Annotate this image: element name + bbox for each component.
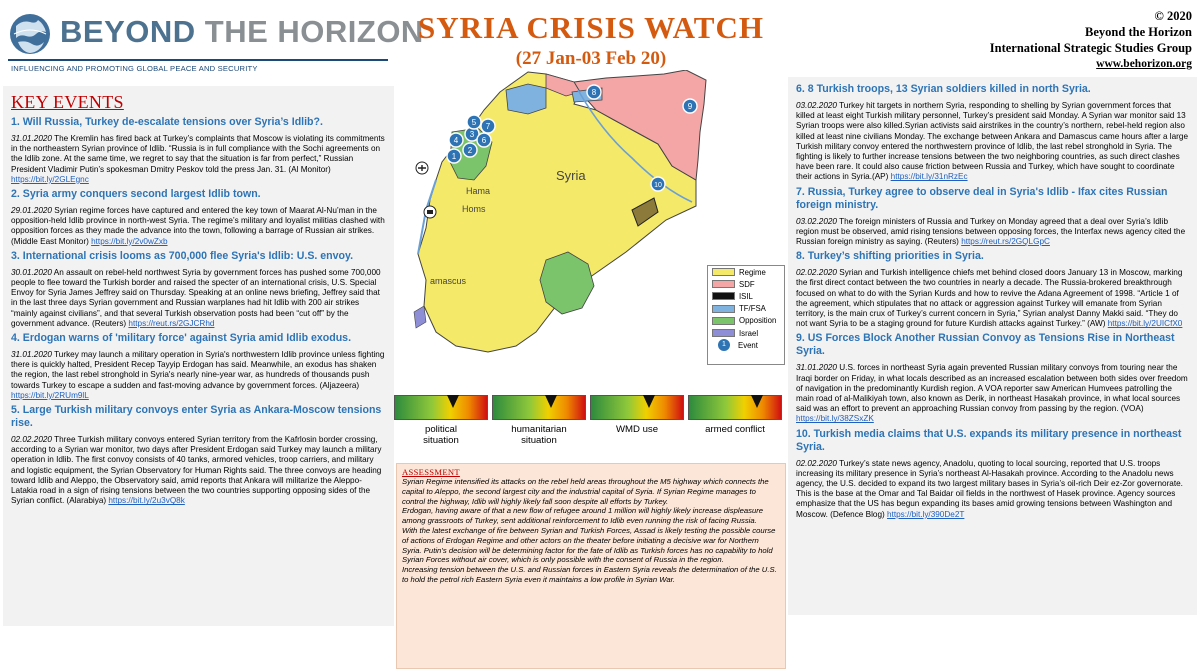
israel-area xyxy=(414,306,426,328)
event-marker-6 xyxy=(477,133,491,147)
legend-row-regime: Regime xyxy=(708,266,784,278)
svg-text:5: 5 xyxy=(471,118,477,127)
right-events-column xyxy=(788,77,1197,615)
copyright-block xyxy=(990,8,1192,72)
event-text: Syrian regime forces have captured and entered the key town of Maarat Al-Nu’man in the opposition-held Idlib province in north-west Syria. The regime’s military and loyalist militias clashed with opposition forces as they made the advance into the town, following a barrage of Russian air strikes. (Middle East Monitor) xyxy=(11,206,385,246)
event-date: 02.02.2020 xyxy=(11,435,52,445)
gauge-armed-conflict xyxy=(688,390,782,452)
legend-swatch-regime xyxy=(712,268,735,276)
event-text: Three Turkish military convoys entered Syrian territory from the Kafrlosin border crossing, according to a Syrian war monitor, two days after President Erdogan said Turkey may launch a military operation in Idlib. The first convoy consists of 40 tanks, armored vehicles, troop carriers, and military and logistic equipment, the Syrian Observatory for Human Rights said. The three convoys are heading toward Idlib and Aleppo, the Observatory said, amid reports that Ankara will militarize the Aleppo-Latakia road in a sign of rising tensions between the two countries supporting opposing sides of the Syrian conflict. (Alarabiya) xyxy=(11,435,382,506)
website-link[interactable]: www.behorizon.org xyxy=(1096,58,1192,70)
event-date: 30.01.2020 xyxy=(11,267,52,277)
event-source-link[interactable]: https://bit.ly/2UICfX0 xyxy=(1107,319,1183,329)
logo-rule xyxy=(8,59,388,61)
event-date: 03.02.2020 xyxy=(796,216,837,226)
svg-text:9: 9 xyxy=(687,102,693,111)
event-title: 7. Russia, Turkey agree to observe deal in Syria's Idlib - Ifax cites Russian foreign ministry. xyxy=(796,185,1168,211)
legend-row-opposition: Opposition xyxy=(708,315,784,327)
legend-row-event: 1 Event xyxy=(708,339,784,351)
event-source-link[interactable]: https://bit.ly/2RUm9lL xyxy=(11,390,89,400)
gauge-marker xyxy=(751,395,763,408)
org-subtitle: International Strategic Studies Group xyxy=(989,41,1192,55)
event-date: 02.02.2020 xyxy=(796,268,837,278)
legend-row-isil: ISIL xyxy=(708,290,784,302)
city-label-homs: Homs xyxy=(462,204,486,214)
event-title: 4. Erdogan warns of 'military force' against Syria amid Idlib exodus. xyxy=(11,332,352,345)
event-marker-legend-icon: 1 xyxy=(718,339,730,351)
legend-swatch-isil xyxy=(712,292,735,300)
event-body xyxy=(796,459,1189,520)
left-events-list xyxy=(11,116,386,506)
event-marker-4 xyxy=(449,133,463,147)
event-title: 10. Turkish media claims that U.S. expands its military presence in northeast Syria. xyxy=(796,427,1182,453)
svg-text:2: 2 xyxy=(467,146,473,155)
assessment-paragraph: Increasing tension between the U.S. and Russian forces in Eastern Syria reveals the determination of the U.S. to hold the petrol rich Eastern Syria even it maintains a low profile in Syrian War. xyxy=(402,565,777,584)
event-text: Syrian and Turkish intelligence chiefs met behind closed doors January 13 in Moscow, marking the first direct contact between the two countries in nearly a decade. The Russia-brokered breakthrough focused on what to do with the Syrian Kurds and how to revive the Adana Agreement of 1998. “Article 1 of the agreement, which stipulates that no attack or aggression against Turkey will emanate from Syrian territory, is the main crux of Turkey’s current concern in Syria,” Syrian analyst Danny Makki said. “They do not want Syria to be a staging ground for future Kurdish attacks against Turkey.” (AW) xyxy=(796,268,1183,329)
event-item xyxy=(11,332,386,401)
event-title: 3. International crisis looms as 700,000 flee Syria's Idlib: U.S. envoy. xyxy=(11,249,354,262)
event-item xyxy=(796,250,1189,329)
country-label-syria: Syria xyxy=(556,168,586,183)
event-item xyxy=(796,332,1189,424)
event-title: 1. Will Russia, Turkey de-escalate tensions over Syria’s Idlib?. xyxy=(11,116,323,128)
svg-text:6: 6 xyxy=(481,136,487,145)
event-item xyxy=(11,116,386,185)
assessment-heading: ASSESSMENT xyxy=(402,467,460,477)
event-text: Turkey’s state news agency, Anadolu, quoting to local sourcing, reported that U.S. troops increasing its military presence in Syria’s northeast Al-Hasakah province. According to the Anadolu news agency, the U.S. decided to expand its two largest military bases in Syria’s oil-rich Deir ez-Zor governorate. This is the base at the Omar and Tal Baidar oil fields in the northwest of Hasek province. Agency sources emphasize that the US has begun expanding its bases amid growing tensions between Washington and Moscow. (Defence Blog) xyxy=(796,458,1183,519)
event-item xyxy=(11,404,386,506)
svg-text:7: 7 xyxy=(485,122,491,131)
svg-text:4: 4 xyxy=(453,136,459,145)
event-source-link[interactable]: https://bit.ly/2v0wZxb xyxy=(91,236,168,246)
legend-swatch-israel xyxy=(712,329,735,337)
assessment-paragraph: With the latest exchange of fire between Syrian and Turkish Forces, Assad is likely testing the possible course of actions of Erdogan Regime and other actors on the theater before initiating a decisive war for Northern Syria. Putin’s decision will be determining factor for the fate of Idlib as Turkish forces has no capability to hold Syrian Forces without air cover, which is only possible with the consent of Russia in the region. xyxy=(402,525,776,565)
svg-text:8: 8 xyxy=(591,88,597,97)
event-date: 31.01.2020 xyxy=(11,350,52,360)
event-text: The foreign ministers of Russia and Turkey on Monday agreed that a deal over Syria’s Idlib region must be observed, amid rising tensions between opposing forces, the Interfax news agency cited the Russian foreign ministry as saying. (Reuters) xyxy=(796,216,1186,247)
tagline: INFLUENCING AND PROMOTING GLOBAL PEACE AND SECURITY xyxy=(11,64,258,73)
left-events-column xyxy=(3,86,394,626)
event-text: Turkey hit targets in northern Syria, responding to shelling by Syrian government forces that killed at least eight Turkish military personnel, Turkey’s president said Monday. A Syrian war monitor said 13 Syrian troops were also killed.Syrian activists said airstrikes in the country’s northern, rebel-held region also killed at least nine civilians Monday. The exchange between Ankara and Damascus came hours after a large Turkish military convoy entered the northwestern province of Idlib, the last rebel stronghold in Syria. The fighting is likely to further increase tensions between the two neighboring countries, as such direct clashes have been rare. It could also cause friction between Russia and Turkey, which have sought to coordinate their actions in Syria.(AP) xyxy=(796,101,1189,182)
event-item xyxy=(11,250,386,329)
event-marker-7 xyxy=(481,119,495,133)
legend-row-sdf: SDF xyxy=(708,278,784,290)
event-body xyxy=(796,363,1189,424)
event-marker-10 xyxy=(651,177,665,191)
logo xyxy=(8,10,424,80)
gauge-marker xyxy=(643,395,655,408)
gauge-bar xyxy=(590,395,684,420)
page-title: SYRIA CRISIS WATCH xyxy=(418,10,764,45)
event-source-link[interactable]: https://bit.ly/31nRzEc xyxy=(890,172,968,182)
event-source-link[interactable]: https://bit.ly/2GLEgnc xyxy=(11,174,89,184)
event-body xyxy=(796,217,1189,248)
event-source-link[interactable]: https://bit.ly/38ZSxZK xyxy=(796,414,874,424)
brand-name: BEYOND THE HORIZON xyxy=(60,14,424,49)
event-item xyxy=(11,188,386,247)
event-item xyxy=(796,186,1189,248)
gauge-marker xyxy=(447,395,459,408)
gauge-humanitarian xyxy=(492,390,586,452)
event-marker-9 xyxy=(683,99,697,113)
right-events-list xyxy=(796,83,1189,520)
event-body xyxy=(11,268,386,329)
event-item xyxy=(796,83,1189,183)
event-text: The Kremlin has fired back at Turkey’s complaints that Moscow is violating its commitments in the northeastern Syrian province of Idlib. “Russia is in full compliance with the Sochi agreements on the Idlib zone. At the same time, we regret to say that the situation is far from perfect,” Russian President Vladimir Putin’s spokesman Dmitry Peskov told the press Jan. 31. (Al Monitor) xyxy=(11,134,385,174)
event-item xyxy=(796,428,1189,520)
event-date: 31.01.2020 xyxy=(796,363,837,373)
gauge-marker xyxy=(545,395,557,408)
gauge-label: WMD use xyxy=(615,424,659,435)
event-source-link[interactable]: https://reut.rs/2GQLGpC xyxy=(961,237,1050,247)
page-title-block xyxy=(396,10,786,70)
svg-text:10: 10 xyxy=(654,182,662,189)
legend-swatch-sdf xyxy=(712,280,735,288)
event-body xyxy=(11,206,386,247)
event-date: 03.02.2020 xyxy=(796,101,837,110)
org-name: Beyond the Horizon xyxy=(1085,25,1192,39)
event-date: 02.02.2020 xyxy=(796,458,837,468)
event-marker-1 xyxy=(447,149,461,163)
gauge-label: political situation xyxy=(423,424,459,446)
risk-gauges xyxy=(394,390,784,452)
tf-fsa-area xyxy=(506,84,546,114)
event-source-link[interactable]: https://bit.ly/390De2T xyxy=(887,509,965,519)
globe-logo-icon xyxy=(8,12,52,56)
event-text: U.S. forces in northeast Syria again prevented Russian military convoys from touring near the Iraqi border on Friday, in what locals described as an increased escalation between both sides over freedom of navigation in the predominantly Kurdish region. A VOA reporter saw American Humvees patrolling the main road of al-Malikiyah town, also known as Derik, in northeast Hasakah province, in what local sources said was an effort to prevent an approaching Russian convoy from passing by the region. (VOA) xyxy=(796,363,1188,414)
gauge-label: humanitarian situation xyxy=(511,424,567,446)
event-marker-2 xyxy=(463,143,477,157)
event-text: Turkey may launch a military operation in Syria's northwestern Idlib province unless fighting there is quickly halted, President Recep Tayyip Erdogan has said. Meanwhile, an exodus has shaken the region, the last rebel stronghold in Syria's nearly nine-year war, as hundreds of thousands push towards Turkey to escape a sudden and fast-moving advance by government forces. (Aljazeera) xyxy=(11,350,385,390)
gauge-political xyxy=(394,390,488,452)
event-title: 8. Turkey’s shifting priorities in Syria. xyxy=(796,250,984,263)
legend-swatch-opposition xyxy=(712,317,735,325)
copyright-text: © 2020 xyxy=(1154,9,1192,23)
event-marker-8 xyxy=(587,85,601,99)
gauge-bar xyxy=(394,395,488,420)
airbase-icon xyxy=(416,162,428,174)
event-body xyxy=(11,350,386,401)
city-label-hama: Hama xyxy=(466,186,491,196)
event-title: 9. US Forces Block Another Russian Convoy as Tensions Rise in Northeast Syria. xyxy=(796,332,1175,358)
date-range: (27 Jan-03 Feb 20) xyxy=(515,48,667,69)
legend-row-tf-fsa: TF/FSA xyxy=(708,303,784,315)
map-legend xyxy=(707,265,785,365)
key-events-title: KEY EVENTS xyxy=(11,92,124,112)
gauge-bar xyxy=(688,395,782,420)
event-source-link[interactable]: https://bit.ly/2u3vQ8k xyxy=(108,496,185,506)
gauge-bar xyxy=(492,395,586,420)
assessment-paragraph: Erdogan, having aware of that a new flow of refugee around 1 million will highly likely increase displeasure among grassroots of Turkey, sent additional reinforcement to Idlib even running the risk of facing Russia. xyxy=(402,506,764,526)
event-title: 5. Large Turkish military convoys enter Syria as Ankara-Moscow tensions rise. xyxy=(11,404,382,430)
base-icon xyxy=(424,206,436,218)
event-title: 6. 8 Turkish troops, 13 Syrian soldiers killed in north Syria. xyxy=(796,83,1091,95)
legend-row-israel: Israel xyxy=(708,327,784,339)
event-date: 31.01.2020 xyxy=(11,134,52,143)
event-text: An assault on rebel-held northwest Syria by government forces has pushed some 700,000 people to flee toward the Turkish border and raised the specter of an international crisis, U.S. Special Envoy for Syria James Jeffrey said on Thursday. Speaking at an online news briefing, Jeffrey said that in the last three days Syrian government and Russian warplanes had hit Idlib with 200 air strikes “mainly against civilians”, and that several Turkish observation posts had been “cut off” by the government advance. (Reuters) xyxy=(11,267,381,328)
event-date: 29.01.2020 xyxy=(11,206,52,216)
svg-text:3: 3 xyxy=(469,130,475,139)
event-body xyxy=(796,101,1189,183)
event-title: 2. Syria army conquers second largest Idlib town. xyxy=(11,188,261,201)
svg-text:1: 1 xyxy=(451,152,457,161)
legend-swatch-tf-fsa xyxy=(712,305,735,313)
event-body xyxy=(11,435,386,506)
assessment-paragraph: Syrian Regime intensified its attacks on the rebel held areas throughout the M5 highway which connects the capital to Aleppo, the second largest city and the industrial capital of Syria. If Syrian Regime manages to control the highway, Idlib will highly likely fall soon despite all efforts by Turkey. xyxy=(402,477,769,506)
city-label-damascus: amascus xyxy=(430,276,467,286)
gauge-label: armed conflict xyxy=(705,424,765,435)
gauge-wmd xyxy=(590,390,684,452)
event-marker-5 xyxy=(467,115,481,129)
event-body xyxy=(11,134,386,185)
event-source-link[interactable]: https://reut.rs/2GJCRhd xyxy=(128,318,215,328)
assessment-box xyxy=(396,463,786,669)
event-body xyxy=(796,268,1189,329)
